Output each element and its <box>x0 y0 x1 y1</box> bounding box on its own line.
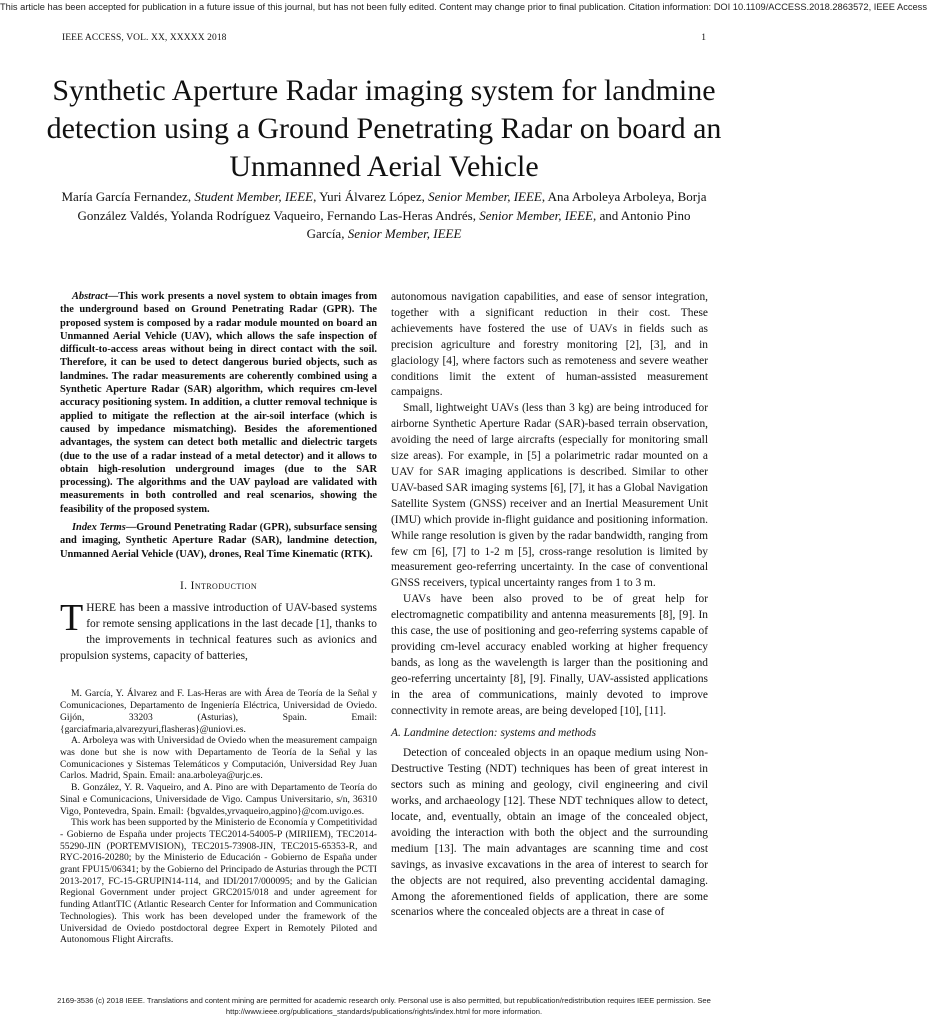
intro-p1-left: has been a massive introduction of UAV-based systems for remote sensing applications in the last decade [1], thanks to the improvements in technical features such as avionics and propulsion systems, capacity of batteries, <box>60 601 377 662</box>
section-heading-introduction <box>60 579 377 595</box>
subsection-p1: Detection of concealed objects in an opaque medium using Non-Destructive Testing (NDT) techniques has been of great interest in sectors such as mining and geology, civil engineering and civil works, and archaeology [12]. These NDT techniques allow to detect, locate, and, eventually, obtain an image of the concealed object, avoiding the interaction with both the object and the surrounding medium [13]. The main advantages are scanning time and cost savings, as invasive excavations in the area of interest to search for the objects are not required, also preventing accidental damaging. Among the aforementioned fields of application, there are some scenarios where the concealed objects are a threat in case of <box>391 747 708 919</box>
author-role: Senior Member, IEEE <box>428 189 542 204</box>
subsection-heading: A. Landmine detection: systems and methods <box>391 727 596 740</box>
intro-p2: Small, lightweight UAVs (less than 3 kg) are being introduced for airborne Synthetic Aperture Radar (SAR)-based terrain observation, avoiding the need of large aircrafts (especially for monitoring small size areas). For example, in [5] a polarimetric radar mounted on a UAV for SAR imaging applications is described. Similar to other UAV-based SAR imaging systems [6], [7], it has a Global Navigation Satellite System (GNSS) receiver and an Inertial Measurement Unit (IMU) which provide in-flight guidance and positioning information. While range resolution is given by the radar bandwidth, ranging from few cm [6], [7] to 1-2 m [5], cross-range resolution is limited by measurement geo-referring uncertainty. In the case of conventional GNSS receivers, typical uncertainty ranges from 1 to 3 m. <box>391 402 708 590</box>
index-terms <box>60 521 377 561</box>
footnotes <box>60 688 377 945</box>
intro-p3: UAVs have been also proved to be of great help for electromagnetic compatibility and antenna measurements [8], [9]. In this case, the use of positioning and geo-referring systems capable of providing cm-level accuracy enabled working at higher frequency bands, as long as the wavelength is larger than the positioning and geo-referring uncertainty [8], [9]. Finally, UAV-assisted applications in the area of communications, mainly devoted to improve connectivity in remote areas, are being developed [10], [11]. <box>391 593 708 717</box>
footer-link[interactable]: http://www.ieee.org/publications_standards/publications/rights/index.html for more information. <box>225 1006 543 1016</box>
footnote: A. Arboleya was with Universidad de Oviedo when the measurement campaign was done but she is now with Departamento de Teoría de la Señal y las Comunicaciones y Sistemas Telemáticos y Computación, Universidad Rey Juan Carlos. Madrid, Spain. Email: ana.arboleya@urjc.es. <box>60 735 377 782</box>
intro-p1-right: autonomous navigation capabilities, and ease of sensor integration, together with a significant reduction in their cost. These achievements have fostered the use of UAVs in fields such as precision agriculture and forestry monitoring [2], [3], and in glaciology [4], where factors such as remoteness and severe weather conditions limit the extent of human-assisted measurement campaigns. <box>391 291 708 399</box>
author-name: María García Fernandez <box>61 189 188 204</box>
copyright-footer <box>40 996 728 1017</box>
index-terms-lead: Index Terms <box>72 522 126 534</box>
drop-cap: T <box>60 596 84 639</box>
intro-paragraph-text <box>60 596 377 665</box>
section-title: Introduction <box>190 579 258 592</box>
author-role: Senior Member, IEEE <box>347 226 462 241</box>
footnote: This work has been supported by the Ministerio de Economía y Competitividad - Gobierno de España under projects TEC2014-54005-P (MIRIIEM), TEC2014-55290-JIN (PORTEMVISION), TEC2015-73908-JIN, TEC2015-65353-R, and RYC-2016-20280; by the Ministerio de Educación - Gobierno de España under grant FPU15/06341; by the Gobierno del Principado de Asturias through the PCTI 2013-2017, FC-15-GRUPIN14-114, and IDI/2017/000095; and by the Galician Regional Government under project GRC2015/018 and under agreement for funding AtlantTIC (Atlantic Research Center for Information and Communication Technologies). This work has been developed under the framework of the Universidad de Oviedo postdoctoral degree Expert in Remotely Piloted and Autonomous Flight Aircrafts. <box>60 817 377 946</box>
first-word: HERE <box>86 601 116 614</box>
footer-line: 2169-3536 (c) 2018 IEEE. Translations and content mining are permitted for academic research only. Personal use is also permitted, but republication/redistribution requires IEEE permission. See <box>57 996 711 1005</box>
running-head: IEEE ACCESS, VOL. XX, XXXXX 2018 <box>62 33 227 43</box>
author-name: Yolanda Rodríguez Vaqueiro <box>170 207 321 223</box>
left-column <box>60 290 377 946</box>
footnote: M. García, Y. Álvarez and F. Las-Heras are with Área de Teoría de la Señal y Comunicaciones, Departamento de Ingeniería Eléctrica, Universidad de Oviedo. Gijón, 33203 (Asturias), Spain. Email: {garciafmaria,alvarezyuri,flasheras}@uniovi.es. <box>60 688 377 735</box>
section-number: I. <box>179 579 188 592</box>
paper-title: Synthetic Aperture Radar imaging system for landmine detection using a Ground Penetrating Radar on board an Unmanned Aerial Vehicle <box>46 74 722 183</box>
journal-banner: This article has been accepted for publication in a future issue of this journal, but has not been fully edited. Content may change prior to final publication. Citation information: DOI 10.1109/ACCESS.2018.2863572, IEEE Access <box>0 2 927 12</box>
author-name: Ana Arboleya Arboleya <box>547 189 672 204</box>
abstract <box>60 290 377 516</box>
right-column <box>391 290 708 921</box>
abstract-text: —This work presents a novel system to obtain images from the underground based on Ground Penetrating Radar (GPR). The proposed system is composed by a radar module mounted on board an Unmanned Aerial Vehicle (UAV), which allows the safe inspection of difficult-to-access areas without being in direct contact with the soil. Therefore, it can be used to detect dangerous buried objects, such as landmines. The radar measurements are coherently combined using a Synthetic Aperture Radar (SAR) algorithm, which requires cm-level accuracy positioning system. In addition, a clutter removal technique is applied to mitigate the reflection at the air-soil interface (which is caused by impedance mismatching). Besides the aforementioned advantages, the system can detect both metallic and dielectric targets (due to the use of a radar instead of a metal detector) and it allows to obtain high-resolution underground images (due to the SAR processing). The algorithms and the UAV payload are validated with measurements in both controlled and real scenarios, showing the feasibility of the proposed system. <box>60 291 377 515</box>
author-name: Fernando Las-Heras Andrés <box>326 207 473 223</box>
abstract-lead: Abstract <box>72 291 108 302</box>
author-name: Borja González Valdés <box>77 189 707 223</box>
footnote: B. González, Y. R. Vaqueiro, and A. Pino are with Departamento de Teoría do Sinal e Comunicacions, Universidade de Vigo. Campus Universitario, s/n, 36310 Vigo, Pontevedra, Spain. Email: {bgvaldes,yrvaqueiro,agpino}@com.uvigo.es. <box>60 782 377 817</box>
author-list: María García Fernandez, Student Member, IEEE, Yuri Álvarez López, Senior Member, IEEE, Ana Arboleya Arboleya, Borja González Valdés, Yolanda Rodríguez Vaqueiro, Fernando Las-Heras Andrés, Senior Member, IEEE, and Antonio Pino García, Senior Member, IEEE <box>61 189 707 241</box>
intro-paragraph <box>60 596 377 665</box>
author-name: Antonio Pino García <box>306 207 691 241</box>
author-role: Student Member, IEEE <box>194 189 314 204</box>
index-terms-text: —Ground Penetrating Radar (GPR), subsurface sensing and imaging, Synthetic Aperture Radar (SAR), landmine detection, Unmanned Aerial Vehicle (UAV), drones, Real Time Kinematic (RTK). <box>60 522 377 560</box>
author-role: Senior Member, IEEE <box>479 207 593 223</box>
author-name: Yuri Álvarez López <box>319 189 422 204</box>
page-number: 1 <box>701 33 706 43</box>
